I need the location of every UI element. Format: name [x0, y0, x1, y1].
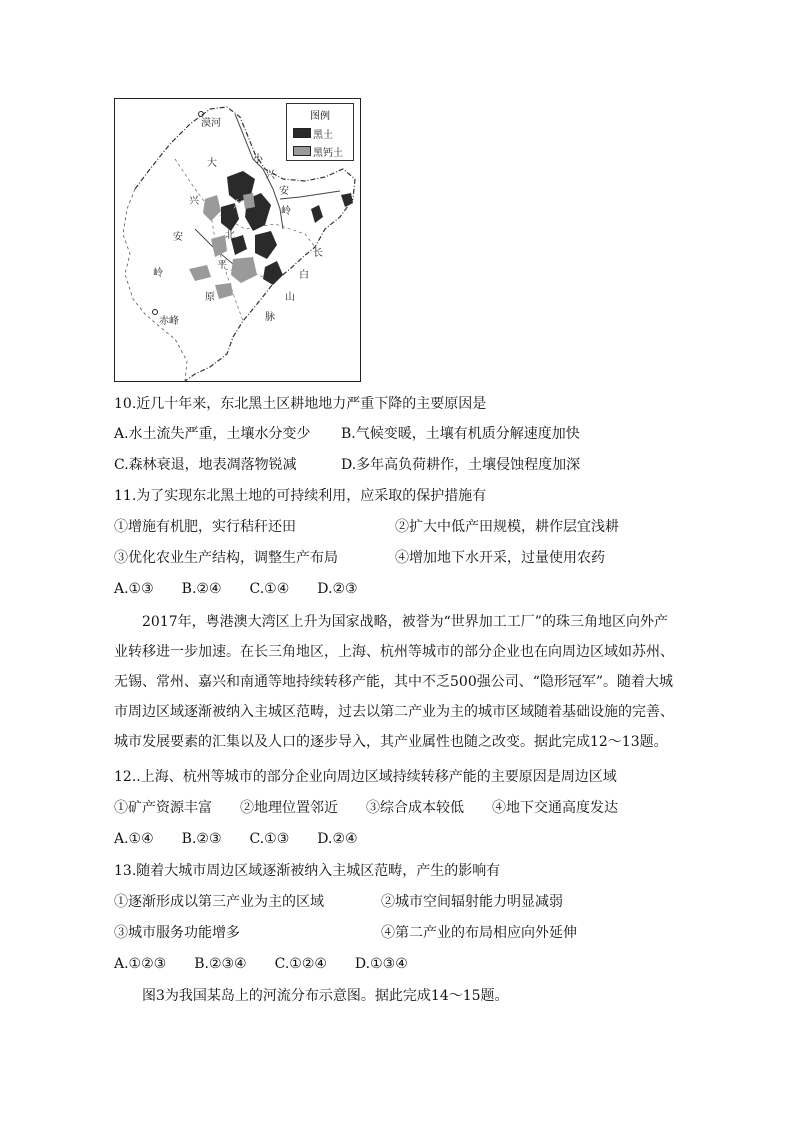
northeast-soil-map — [114, 98, 361, 382]
legend-swatch-black-soil — [293, 128, 311, 138]
q12-options: ①矿产资源丰富 ②地理位置邻近 ③综合成本较低 ④地下交通高度发达 — [114, 800, 618, 816]
q13-stem: 13.随着大城市周边区域逐渐被纳入主城区范畴，产生的影响有 — [114, 863, 501, 879]
q11-item-4: ④增加地下水开采，过量使用农药 — [395, 550, 605, 566]
chifeng-dot — [153, 310, 158, 315]
label-mai: 脉 — [265, 312, 275, 323]
q10-stem: 10.近几十年来，东北黑土区耕地地力严重下降的主要原因是 — [114, 396, 487, 412]
legend-label-chernozem: 黑钙土 — [313, 148, 343, 159]
material-passage — [114, 607, 680, 757]
label-an-1: 安 — [173, 232, 183, 243]
q13-choices: A.①②③ B.②③④ C.①②④ D.①③④ — [114, 956, 408, 972]
passage-text: 2017年，粤港澳大湾区上升为国家战略，被誉为“世界加工工厂”的珠三角地区向外产业转移进一步加速。在长三角地区，上海、杭州等城市的部分企业也在向周边区域如苏州、无锡、常州、嘉兴和南通等地持续转移产能，其中不乏500强公司、“隐形冠军”。随着大城市周边区域逐渐被纳入主城区范畴，过去以第二产业为主的城市区域随着基础设施的完善、城市发展要素的汇集以及人口的逐步导入，其产业属性也随之改变。据此完成12～13题。 — [114, 614, 674, 750]
label-xing-2: 兴 — [265, 170, 275, 181]
q11-item-1: ①增施有机肥，实行秸秆还田 — [114, 519, 296, 535]
label-an-2: 安 — [279, 186, 289, 197]
label-xing-1: 兴 — [189, 196, 199, 207]
q11-choices: A.①③ B.②④ C.①④ D.②③ — [114, 581, 358, 597]
next-question-intro: 图3为我国某岛上的河流分布示意图。据此完成14～15题。 — [142, 988, 509, 1004]
legend-title: 图例 — [310, 111, 330, 122]
label-dong: 东 — [233, 200, 243, 211]
label-mohe: 漠河 — [201, 118, 221, 129]
q12-choices: A.①④ B.②③ C.①③ D.②④ — [114, 831, 358, 847]
q13-item-1: ①逐渐形成以第三产业为主的区域 — [114, 894, 324, 910]
q13-item-3: ③城市服务功能增多 — [114, 925, 240, 941]
map-legend — [286, 103, 354, 161]
legend-label-black-soil: 黑土 — [313, 130, 333, 141]
q10-option-d: D.多年高负荷耕作，土壤侵蚀程度加深 — [341, 457, 581, 473]
q13-item-4: ④第二产业的布局相应向外延伸 — [381, 925, 577, 941]
label-ling-1: 岭 — [153, 268, 163, 279]
legend-swatch-chernozem — [293, 146, 311, 156]
q10-option-a: A.水土流失严重，土壤水分变少 — [114, 426, 311, 442]
label-da: 大 — [207, 158, 217, 169]
label-shan: 山 — [285, 292, 295, 303]
q11-stem: 11.为了实现东北黑土地的可持续利用，应采取的保护措施有 — [114, 488, 487, 504]
label-chang: 长 — [313, 248, 323, 259]
q11-item-2: ②扩大中低产田规模，耕作层宜浅耕 — [395, 519, 619, 535]
label-bei: 北 — [225, 230, 235, 241]
label-ling-2: 岭 — [281, 206, 291, 217]
q12-stem: 12..上海、杭州等城市的部分企业向周边区域持续转移产能的主要原因是周边区域 — [114, 769, 617, 785]
q13-item-2: ②城市空间辐射能力明显减弱 — [381, 894, 563, 910]
label-chifeng: 赤峰 — [159, 316, 179, 327]
label-bai: 白 — [299, 270, 309, 281]
q10-option-c: C.森林衰退，地表凋落物锐减 — [114, 457, 297, 473]
label-yuan: 原 — [205, 292, 215, 303]
label-ping: 平 — [217, 260, 227, 271]
q11-item-3: ③优化农业生产结构，调整生产布局 — [114, 550, 338, 566]
q10-option-b: B.气候变暖，土壤有机质分解速度加快 — [341, 426, 580, 442]
label-xiao: 小 — [253, 154, 263, 165]
